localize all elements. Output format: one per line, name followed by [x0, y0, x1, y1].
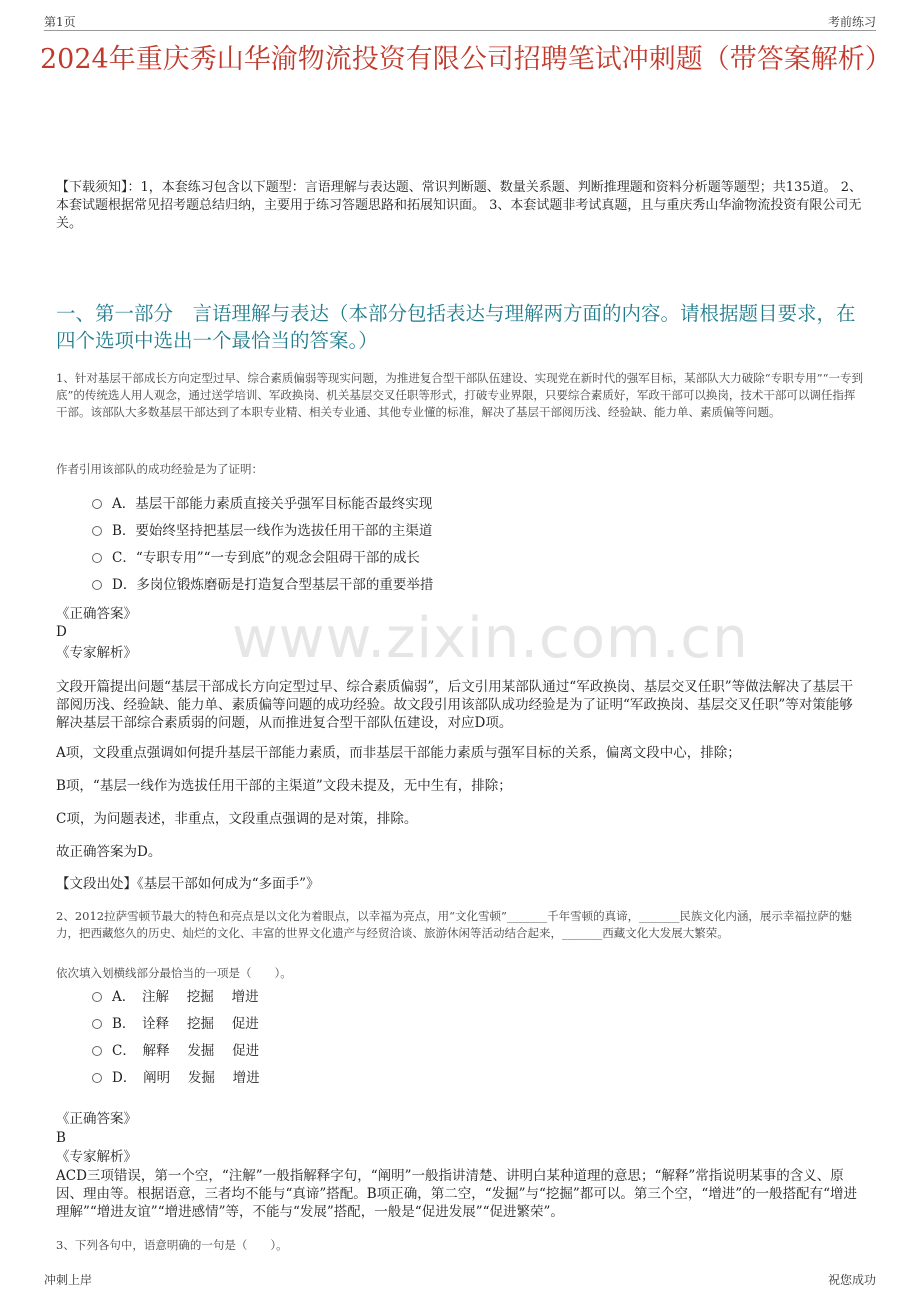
answer-label: 《正确答案》: [56, 606, 137, 622]
analysis-paragraph: A项，文段重点强调如何提升基层干部能力素质，而非基层干部能力素质与强军目标的关系，偏离文段中心，排除；: [56, 745, 741, 761]
question-1-options: [92, 491, 433, 599]
radio-icon[interactable]: [92, 526, 102, 536]
watermark: www.zixin.com.cn: [232, 606, 749, 671]
analysis-paragraph: C项，为问题表述，非重点，文段重点强调的是对策，排除。: [56, 811, 418, 827]
question-3-stem: 3、下列各句中，语意明确的一句是（ ）。: [56, 1238, 288, 1252]
answer-value: D: [56, 624, 67, 640]
analysis-label: 《专家解析》: [56, 645, 137, 661]
footer-right: 祝您成功: [827, 1273, 876, 1287]
analysis-paragraph: ACD三项错误，第一个空，“注解”一般指解释字句，“阐明”一般指讲清楚、讲明白某种道理的意思；“解释”常指说明某事的含义、原因、理由等。根据语意，三者均不能与“真谛”搭配。B项正确，第二空，“发掘”与“挖掘”都可以。第三个空，“增进”的一般搭配有“增进理解”“增进友谊”“增进感情”等，不能与“发展”搭配，一般是“促进发展”“促进繁荣”。: [56, 1168, 858, 1220]
page-header: [44, 8, 876, 31]
header-tag: 考前练习: [827, 15, 876, 29]
document-title: 2024年重庆秀山华渝物流投资有限公司招聘笔试冲刺题（带答案解析）: [40, 44, 892, 75]
option-a[interactable]: A． 注解 挖掘 增进: [92, 984, 260, 1011]
option-d[interactable]: D．多岗位锻炼磨砺是打造复合型基层干部的重要举措: [92, 572, 433, 599]
question-1-prompt: 作者引用该部队的成功经验是为了证明：: [56, 462, 263, 476]
analysis-paragraph: 文段开篇提出问题“基层干部成长方向定型过早、综合素质偏弱”，后文引用某部队通过“军政换岗、基层交叉任职”等做法解决了基层干部阅历浅、经验缺、能力单、素质偏等问题的成功经验。故文段引用该部队成功经验是为了证明“军政换岗、基层交叉任职”等对策能够解决基层干部综合素质弱的问题，从而推进复合型干部队伍建设，对应D项。: [56, 679, 854, 731]
option-b[interactable]: B． 诠释 挖掘 促进: [92, 1011, 260, 1038]
option-a[interactable]: A．基层干部能力素质直接关乎强军目标能否最终实现: [92, 491, 433, 518]
question-2-options: [92, 984, 260, 1092]
analysis-label: 《专家解析》: [56, 1149, 137, 1165]
question-1-stem: 1、针对基层干部成长方向定型过早、综合素质偏弱等现实问题，为推进复合型干部队伍建设、实现党在新时代的强军目标，某部队大力破除“专职专用”“一专到底”的传统选人用人观念，通过送学培训、军政换岗、机关基层交叉任职等形式，打破专业界限，只要综合素质好，军政干部可以换岗，技术干部可以调任指挥干部。该部队大多数基层干部达到了本职专业精、相关专业通、其他专业懂的标准，解决了基层干部阅历浅、经验缺、能力单、素质偏等问题。: [56, 371, 863, 419]
option-c[interactable]: C． 解释 发掘 促进: [92, 1038, 260, 1065]
radio-icon[interactable]: [92, 1046, 102, 1056]
text-source: 【文段出处】《基层干部如何成为“多面手”》: [56, 876, 320, 892]
analysis-conclusion: 故正确答案为D。: [56, 844, 162, 860]
radio-icon[interactable]: [92, 992, 102, 1002]
page-number: 第1页: [44, 15, 76, 29]
radio-icon[interactable]: [92, 580, 102, 590]
option-d[interactable]: D． 阐明 发掘 增进: [92, 1065, 260, 1092]
answer-value: B: [56, 1130, 66, 1146]
analysis-paragraph: B项，“基层一线作为选拔任用干部的主渠道”文段未提及，无中生有，排除；: [56, 778, 512, 794]
question-2-prompt: 依次填入划横线部分最恰当的一项是（ ）。: [56, 966, 292, 980]
footer-left: 冲刺上岸: [44, 1273, 93, 1287]
radio-icon[interactable]: [92, 553, 102, 563]
question-2-stem: 2、2012拉萨雪顿节最大的特色和亮点是以文化为着眼点，以幸福为亮点，用“文化雪顿”_______千年雪顿的真谛，_______民族文化内涵，展示幸福拉萨的魅力，把西藏悠久的历史、灿烂的文化、丰富的世界文化遗产与经贸洽谈、旅游休闲等活动结合起来，_______西藏文化大发展大繁荣。: [56, 909, 852, 940]
radio-icon[interactable]: [92, 1019, 102, 1029]
option-b[interactable]: B．要始终坚持把基层一线作为选拔任用干部的主渠道: [92, 518, 433, 545]
option-c[interactable]: C．“专职专用”“一专到底”的观念会阻碍干部的成长: [92, 545, 433, 572]
radio-icon[interactable]: [92, 1073, 102, 1083]
section-heading: 一、第一部分 言语理解与表达（本部分包括表达与理解两方面的内容。请根据题目要求，在四个选项中选出一个最恰当的答案。）: [56, 302, 856, 352]
download-notice: 【下载须知】：1，本套练习包含以下题型：言语理解与表达题、常识判断题、数量关系题、判断推理题和资料分析题等题型；共135道。 2、本套试题根据常见招考题总结归纳，主要用于练习答题思路和拓展知识面。 3、本套试题非考试真题，且与重庆秀山华渝物流投资有限公司无关。: [56, 180, 862, 231]
answer-label: 《正确答案》: [56, 1111, 137, 1127]
radio-icon[interactable]: [92, 499, 102, 509]
